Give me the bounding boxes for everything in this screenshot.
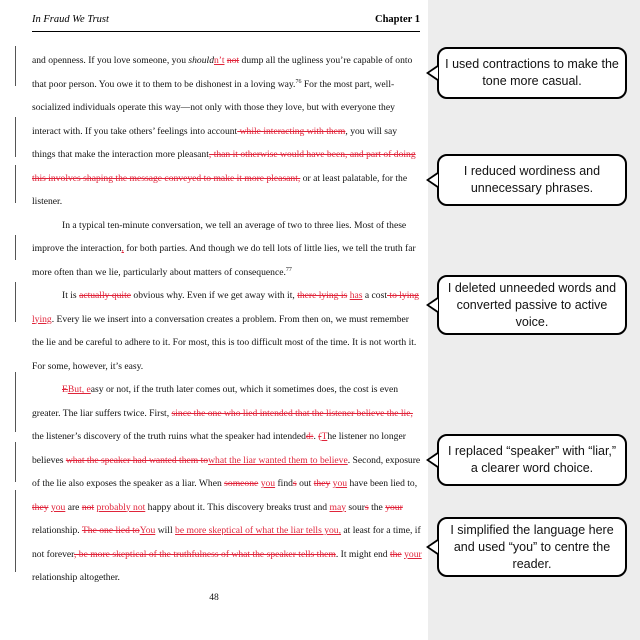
text-run: he listener no longer believes (32, 431, 406, 466)
paragraph-4 (32, 378, 422, 590)
text-run: relationship altogether. (32, 572, 120, 583)
text-run: are (65, 501, 82, 513)
deleted-text: since the one who lied intended that the listener believe the lie, (171, 407, 413, 419)
inserted-text: , (121, 243, 124, 254)
deleted-text: someone (224, 478, 259, 489)
inserted-text: probably not (96, 501, 146, 513)
paragraph-1 (32, 49, 422, 214)
chapter-label: Chapter 1 (374, 14, 420, 25)
inserted-text: But, e (67, 384, 91, 395)
text-run: a cost (362, 290, 387, 301)
text-run: dump all the ugliness you’re capable of onto that poor person. You owe it to them to be dishonest in a loving way. (32, 55, 413, 90)
callout-pointer (426, 451, 439, 469)
deleted-text: , than it otherwise would have been, and part of doing this involves shaping the message conveyed to make it more pleasant, (32, 149, 416, 184)
deleted-text: your (385, 501, 403, 513)
inserted-text: what the liar wanted them to believe (208, 454, 348, 466)
deleted-text: E (62, 384, 68, 395)
footnote-ref: 76 (295, 78, 302, 85)
text-run: find (275, 478, 293, 489)
change-bar (15, 117, 16, 157)
footnote-ref: 77 (285, 266, 292, 273)
text-run: It is (62, 290, 80, 301)
comment-callout (437, 275, 627, 335)
text-run: the (368, 501, 386, 513)
running-header (32, 14, 420, 32)
deleted-text: s (364, 501, 369, 513)
text-run: . Every lie we insert into a conversation creates a problem. From then on, we must remember the lie and be careful to adhere to it. For most, this is too difficult most of the time. It is not worth it. For some, however, it’s easy. (32, 313, 417, 372)
paragraph-3 (32, 284, 422, 378)
inserted-text: you (260, 478, 276, 489)
comment-callout (437, 517, 627, 577)
deleted-text: they (32, 501, 49, 513)
text-run: relationship. (32, 525, 82, 536)
inserted-text: your (404, 548, 422, 560)
paragraph-2 (32, 214, 422, 285)
callout-text: I used contractions to make the tone more casual. (445, 57, 619, 88)
inserted-text: you (50, 501, 66, 513)
callout-pointer (426, 538, 439, 556)
callout-pointer (426, 171, 439, 189)
inserted-text: may (329, 501, 347, 513)
comment-callout (437, 154, 627, 206)
deleted-text: ( (318, 431, 322, 442)
callout-text: I replaced “speaker” with “liar,” a clearer word choice. (447, 444, 617, 475)
inserted-text: lying (32, 313, 52, 325)
deleted-text: they (313, 478, 331, 489)
text-run: . (313, 431, 319, 442)
change-bar (15, 442, 16, 482)
text-run: . Second, exposure of the lie also exposes the speaker as a liar. When (32, 454, 421, 489)
header-rule (32, 31, 420, 32)
deleted-text: not (81, 501, 95, 513)
text-run: or at least palatable, for the listener. (32, 172, 408, 207)
text-run: at least for a time, if not forever (32, 525, 421, 560)
inserted-text: n’t (214, 55, 225, 66)
change-bar (15, 165, 16, 203)
callout-text: I simplified the language here and used “you” to centre the reader. (450, 522, 614, 571)
book-title: In Fraud We Trust (32, 14, 109, 25)
text-run: For the most part, well-socialized individuals operate this way—not only with those they love, but with everyone they interact with. If you take others’ feelings into account (32, 78, 395, 137)
deleted-text: while interacting with them (237, 125, 346, 137)
text-run: happy about it. This discovery breaks trust and (145, 501, 330, 513)
text-run: and openness. If you love someone, you (32, 55, 189, 66)
deleted-text: d: (305, 431, 314, 442)
deleted-text: , be more skeptical of the truthfulness of what the speaker tells them (73, 548, 336, 560)
deleted-text: The one lied to (81, 525, 140, 536)
text-run: . It might end (335, 548, 390, 560)
inserted-text: has (349, 290, 363, 301)
inserted-text: You (139, 525, 156, 536)
text-run: sour (346, 501, 365, 513)
text-run: the listener’s discovery of the truth ruins what the speaker had intended (32, 431, 306, 442)
manuscript-body (32, 49, 422, 590)
callout-pointer (426, 64, 439, 82)
change-bar (15, 282, 16, 322)
inserted-text: you (332, 478, 348, 489)
text-run: for both parties. And though we do tell lots of little lies, we tell the truth far more often than we lie, particularly about matters of consequence. (32, 243, 416, 278)
deleted-text: what the speaker had wanted them to (65, 454, 209, 466)
deleted-text: actually quite (79, 290, 132, 301)
callout-text: I deleted unneeded words and converted passive to active voice. (447, 280, 617, 329)
text-run: out (296, 478, 314, 489)
comment-callout (437, 434, 627, 486)
text-run: have been lied to, (347, 478, 418, 489)
deleted-text: not (226, 55, 240, 66)
callout-pointer (426, 296, 439, 314)
deleted-text: the (389, 548, 402, 560)
inserted-text: be more skeptical of what the liar tells you, (175, 525, 342, 536)
text-run: asy or not, if the truth later comes out, which it sometimes does, the cost is even greater. The liar suffers twice. First, (32, 384, 398, 419)
change-bar (15, 46, 16, 86)
comment-callout (437, 47, 627, 99)
deleted-text: s (292, 478, 297, 489)
change-bar (15, 372, 16, 432)
text-run: , you will say things that make the interaction more pleasant (32, 125, 398, 160)
deleted-text: there lying is (297, 290, 348, 301)
deleted-text: to lying (387, 290, 419, 301)
inserted-text: T (321, 431, 328, 442)
change-bar (15, 235, 16, 260)
text-run: should (188, 55, 214, 66)
text-run: In a typical ten-minute conversation, we tell an average of two to three lies. Most of these improve the interaction (32, 219, 407, 254)
callout-text: I reduced wordiness and unnecessary phrases. (463, 164, 601, 195)
page-number: 48 (209, 592, 219, 603)
text-run: obvious why. Even if we get away with it, (131, 290, 298, 301)
change-bar (15, 490, 16, 572)
text-run: will (155, 525, 176, 536)
